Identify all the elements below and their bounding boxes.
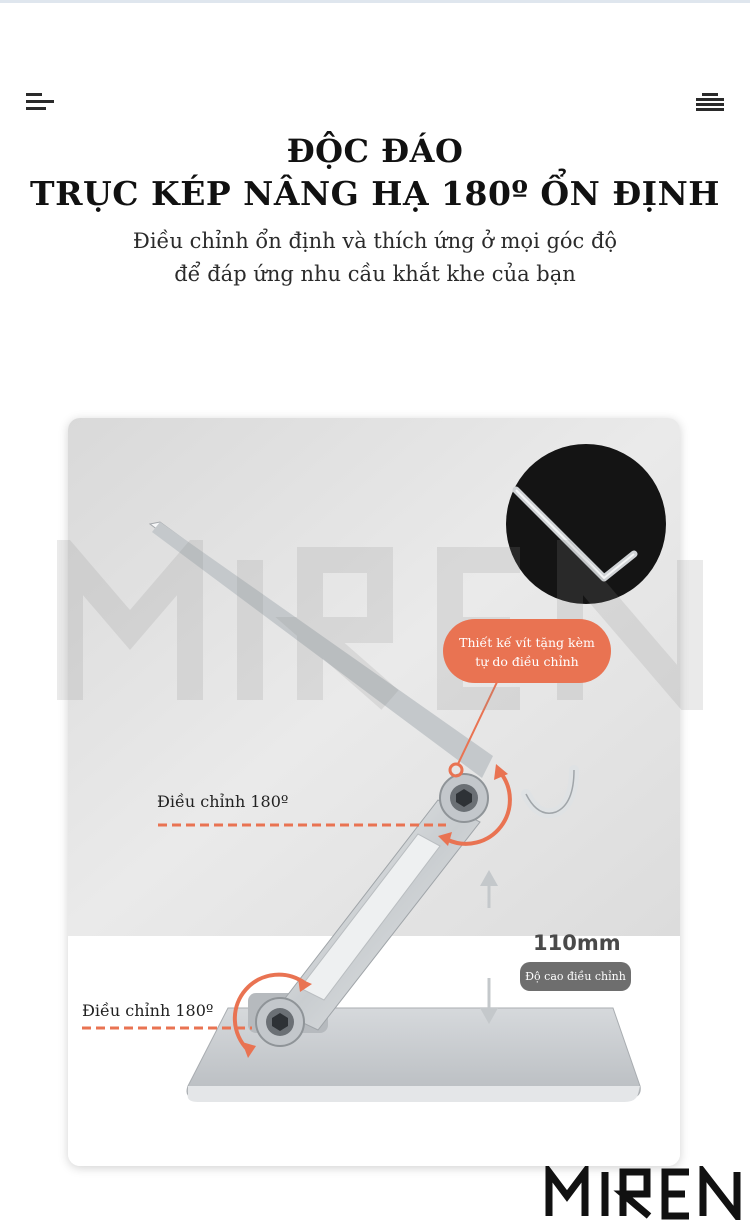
page-title-line-1: ĐỘC ĐÁO bbox=[286, 132, 464, 170]
adjust-label-top: Điều chỉnh 180º bbox=[157, 792, 289, 811]
page-title-line-2: TRỤC KÉP NÂNG HẠ 180º ỔN ĐỊNH bbox=[30, 174, 720, 213]
height-value: 110mm bbox=[533, 931, 621, 955]
adjust-label-bottom: Điều chỉnh 180º bbox=[82, 1001, 214, 1020]
page-subtitle-line-2: để đáp ứng nhu cầu khắt khe của bạn bbox=[174, 262, 576, 286]
callout-line-2: tự do điều chỉnh bbox=[475, 654, 579, 669]
callout-line-1: Thiết kế vít tặng kèm bbox=[459, 635, 595, 650]
page-subtitle-line-1: Điều chỉnh ổn định và thích ứng ở mọi góc độ bbox=[132, 229, 618, 253]
brand-watermark bbox=[50, 540, 710, 710]
stand-base-edge bbox=[188, 1086, 640, 1102]
screw-callout-bubble bbox=[443, 619, 611, 683]
top-divider bbox=[0, 0, 750, 3]
menu-left-icon[interactable] bbox=[26, 93, 56, 113]
menu-right-icon[interactable] bbox=[694, 93, 724, 113]
height-caption-badge: Độ cao điều chỉnh bbox=[520, 962, 631, 991]
brand-logo bbox=[543, 1166, 743, 1220]
